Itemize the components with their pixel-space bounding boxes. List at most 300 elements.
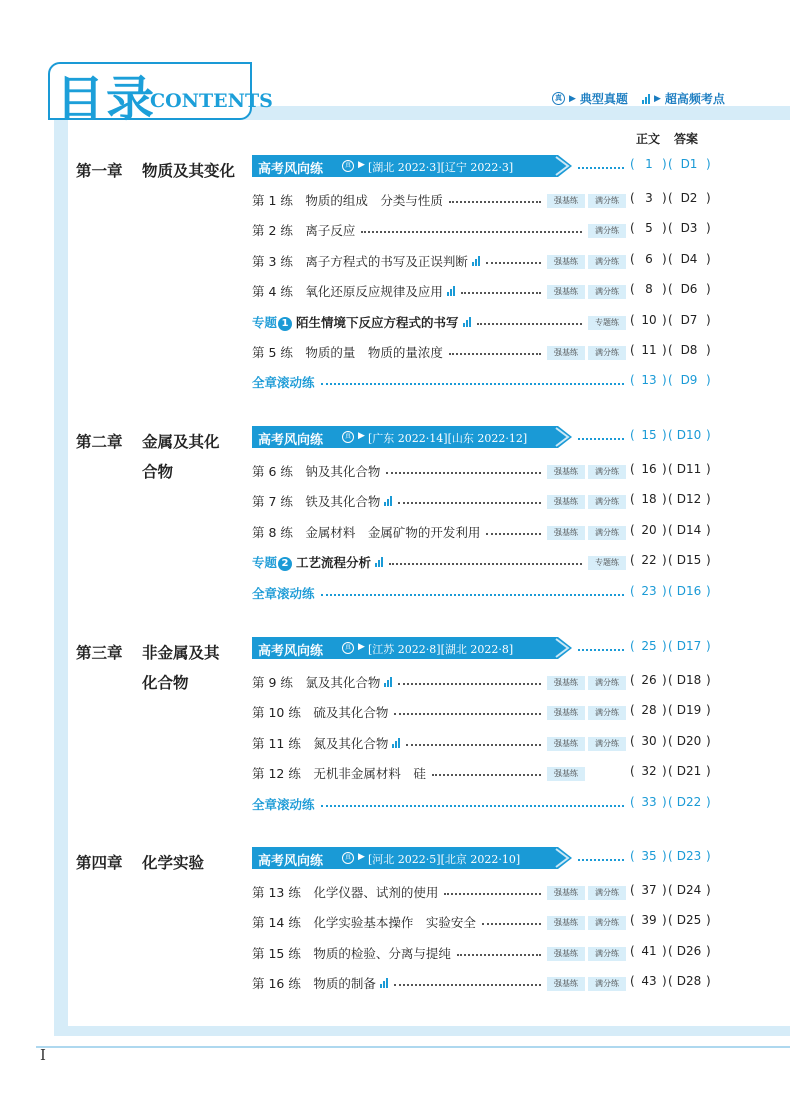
tag-basic: 强基练 <box>547 767 585 781</box>
paren: ) <box>662 764 667 779</box>
special-topic-row[interactable] <box>252 551 712 571</box>
paren: ( <box>668 583 673 598</box>
bar-chart-icon <box>642 94 650 104</box>
bar-chart-icon <box>392 738 400 748</box>
chapter-title-line1: 物质及其变化 <box>142 161 236 180</box>
answer-page-ref: D11 <box>676 462 702 476</box>
band-label: 高考风向练 <box>258 854 324 869</box>
exercise-title: 第 13 练 化学仪器、试剂的使用 <box>252 885 439 900</box>
entry-title <box>252 191 443 209</box>
rolling-title: 全章滚动练 <box>252 375 315 391</box>
triangle-icon: ▶ <box>358 160 365 170</box>
exercise-row[interactable] <box>252 671 712 691</box>
bar-chart-icon <box>463 317 471 327</box>
chapter-number: 第一章 <box>76 161 123 180</box>
entry-title <box>252 252 480 270</box>
answer-page-ref: D4 <box>680 251 698 266</box>
paren: ) <box>706 312 711 327</box>
paren: ( <box>668 673 673 687</box>
exercise-title: 第 12 练 无机非金属材料 硅 <box>252 766 426 782</box>
paren: ) <box>706 251 711 266</box>
special-number-badge: 2 <box>278 557 292 571</box>
exercise-row[interactable] <box>252 881 712 901</box>
chapter-title <box>76 430 220 452</box>
exam-trend-row[interactable] <box>252 426 712 446</box>
triangle-icon: ▶ <box>358 852 365 862</box>
chapter-number: 第四章 <box>76 853 123 872</box>
paren: ) <box>706 428 711 442</box>
paren: ( <box>630 673 635 687</box>
answer-page-ref: D24 <box>676 883 702 897</box>
entry-title <box>252 974 388 992</box>
legend-label-typical: 典型真题 <box>579 92 628 106</box>
chapter-title <box>76 159 235 181</box>
tag-full: 满分练 <box>588 947 626 961</box>
paren: ) <box>706 639 711 653</box>
tag-full: 满分练 <box>588 886 626 900</box>
tag-basic: 强基练 <box>547 706 585 720</box>
paren: ) <box>662 794 667 809</box>
exercise-row[interactable] <box>252 250 712 270</box>
dot-leader <box>578 637 624 651</box>
page-number-ref: 28 <box>641 703 657 718</box>
exercise-row[interactable] <box>252 942 712 962</box>
column-header-text: 正文 <box>636 132 661 146</box>
circle-badge-icon: 真 <box>342 160 354 172</box>
paren: ) <box>706 794 711 809</box>
entry-title <box>252 795 315 813</box>
paren: ( <box>668 282 673 297</box>
answer-page-ref: D17 <box>676 639 702 653</box>
exercise-title: 第 7 练 铁及其化合物 <box>252 494 381 510</box>
tag-full: 满分练 <box>588 977 626 991</box>
special-prefix: 专题 <box>252 555 278 571</box>
dot-leader <box>406 732 541 746</box>
entry-title <box>252 584 315 602</box>
dot-leader <box>398 671 541 685</box>
paren: ( <box>630 974 635 989</box>
tag-full: 满分练 <box>588 495 626 509</box>
paren: ) <box>706 221 711 236</box>
exercise-title: 第 15 练 物质的检验、分离与提纯 <box>252 945 451 961</box>
page-title: 目录 <box>56 71 157 127</box>
tag-full: 满分练 <box>588 285 626 299</box>
paren: ) <box>662 522 667 537</box>
chapter-title <box>76 641 220 663</box>
paren: ) <box>706 157 711 171</box>
triangle-icon: ▶ <box>569 93 576 104</box>
left-frame-band <box>54 106 68 1036</box>
paren: ( <box>668 428 673 442</box>
bar-chart-icon <box>447 286 455 296</box>
paren: ( <box>668 343 673 357</box>
paren: ) <box>662 251 667 266</box>
paren: ) <box>662 343 667 357</box>
exam-trend-row[interactable] <box>252 847 712 867</box>
answer-page-ref: D28 <box>676 974 702 989</box>
special-title: 陌生情境下反应方程式的书写 <box>296 314 459 330</box>
paren: ) <box>706 673 711 687</box>
bar-chart-icon <box>472 256 480 266</box>
paren: ) <box>662 943 667 958</box>
exercise-title: 第 11 练 氮及其化合物 <box>252 735 389 751</box>
answer-page-ref: D1 <box>680 157 698 171</box>
paren: ( <box>668 703 673 718</box>
paren: ( <box>668 191 673 205</box>
page-number-ref: 22 <box>641 553 657 568</box>
rolling-practice-row[interactable] <box>252 582 712 602</box>
page-number-ref: 30 <box>641 733 657 748</box>
paren: ) <box>662 733 667 748</box>
dot-leader <box>394 972 541 986</box>
exercise-row[interactable] <box>252 701 712 721</box>
band-sources: [河北 2022·5][北京 2022·10] <box>368 853 521 866</box>
page-number-ref: 32 <box>641 764 657 779</box>
band-sources: [江苏 2022·8][湖北 2022·8] <box>368 643 514 656</box>
tag-full: 满分练 <box>588 255 626 269</box>
tag-full: 满分练 <box>588 346 626 360</box>
dot-leader <box>477 311 582 325</box>
paren: ( <box>668 794 673 809</box>
paren: ( <box>630 703 635 718</box>
paren: ( <box>630 794 635 809</box>
legend <box>552 90 725 107</box>
chapter-title-line2: 化合物 <box>142 673 189 692</box>
paren: ( <box>668 943 673 958</box>
chapter-title-line2: 合物 <box>142 462 174 481</box>
paren: ( <box>630 221 635 236</box>
paren: ( <box>668 913 673 928</box>
entry-title <box>252 553 383 571</box>
paren: ( <box>668 251 673 266</box>
band-label: 高考风向练 <box>258 433 324 448</box>
dot-leader <box>444 881 541 895</box>
exam-trend-band <box>252 637 572 659</box>
page-number-ref: 18 <box>641 492 657 507</box>
paren: ( <box>630 157 635 171</box>
paren: ( <box>668 974 673 989</box>
paren: ) <box>706 764 711 779</box>
rolling-title: 全章滚动练 <box>252 585 315 601</box>
exam-trend-row[interactable] <box>252 155 712 175</box>
paren: ) <box>706 492 711 507</box>
paren: ( <box>668 373 673 388</box>
page-number-ref: 39 <box>641 913 657 928</box>
paren: ( <box>668 522 673 537</box>
entry-title <box>252 673 392 691</box>
answer-page-ref: D21 <box>676 764 702 779</box>
page-number-ref: 1 <box>645 157 653 171</box>
page-number-ref: 13 <box>641 373 657 388</box>
paren: ) <box>662 974 667 989</box>
triangle-icon: ▶ <box>358 431 365 441</box>
dot-leader <box>449 341 541 355</box>
dot-leader <box>482 911 541 925</box>
exam-trend-band <box>252 847 572 869</box>
dot-leader <box>389 551 582 565</box>
paren: ) <box>662 282 667 297</box>
paren: ) <box>662 373 667 388</box>
dot-leader <box>398 490 541 504</box>
paren: ) <box>706 462 711 476</box>
rolling-title: 全章滚动练 <box>252 796 315 812</box>
tag-full: 满分练 <box>588 676 626 690</box>
dot-leader <box>486 250 541 264</box>
page-number-ref: 33 <box>641 794 657 809</box>
page-number-ref: 11 <box>641 343 657 357</box>
paren: ( <box>630 343 635 357</box>
paren: ( <box>630 522 635 537</box>
paren: ) <box>662 583 667 598</box>
exercise-title: 第 2 练 离子反应 <box>252 223 356 239</box>
tag-special: 专题练 <box>588 556 626 570</box>
tag-basic: 强基练 <box>547 526 585 540</box>
answer-page-ref: D9 <box>680 373 698 388</box>
answer-page-ref: D19 <box>676 703 702 718</box>
answer-page-ref: D6 <box>680 282 698 297</box>
entry-title <box>252 492 392 510</box>
entry-title <box>252 373 315 391</box>
paren: ) <box>706 733 711 748</box>
dot-leader <box>321 582 624 596</box>
answer-page-ref: D3 <box>680 221 698 236</box>
tag-basic: 强基练 <box>547 285 585 299</box>
chapter-title-line1: 金属及其化 <box>142 432 220 451</box>
bar-chart-icon <box>380 978 388 988</box>
chapter-title-line1: 非金属及其 <box>142 643 220 662</box>
bottom-frame-band <box>68 1026 790 1036</box>
paren: ) <box>662 673 667 687</box>
paren: ( <box>668 733 673 748</box>
answer-page-ref: D25 <box>676 913 702 928</box>
paren: ( <box>668 157 673 171</box>
page-number-ref: 37 <box>641 883 657 897</box>
exercise-row[interactable] <box>252 280 712 300</box>
tag-basic: 强基练 <box>547 947 585 961</box>
legend-label-frequent: 超高频考点 <box>664 92 725 106</box>
exercise-row[interactable] <box>252 911 712 931</box>
paren: ( <box>668 462 673 476</box>
tag-basic: 强基练 <box>547 916 585 930</box>
answer-page-ref: D2 <box>680 191 698 205</box>
paren: ( <box>668 883 673 897</box>
dot-leader <box>461 280 541 294</box>
dot-leader <box>394 701 541 715</box>
tag-full: 满分练 <box>588 526 626 540</box>
dot-leader <box>578 155 624 169</box>
chapter-title <box>76 851 204 873</box>
band-sources: [广东 2022·14][山东 2022·12] <box>368 432 528 445</box>
tag-basic: 强基练 <box>547 194 585 208</box>
exercise-title: 第 10 练 硫及其化合物 <box>252 705 389 721</box>
paren: ) <box>662 553 667 568</box>
tag-full: 满分练 <box>588 224 626 238</box>
special-topic-row[interactable] <box>252 311 712 331</box>
exercise-title: 第 5 练 物质的量 物质的量浓度 <box>252 345 443 360</box>
paren: ( <box>668 492 673 507</box>
band-sources: [湖北 2022·3][辽宁 2022·3] <box>368 161 514 174</box>
tag-basic: 强基练 <box>547 465 585 479</box>
tag-full: 满分练 <box>588 706 626 720</box>
dot-leader <box>486 521 541 535</box>
tag-basic: 强基练 <box>547 676 585 690</box>
bar-chart-icon <box>384 496 392 506</box>
page-number-ref: 6 <box>645 251 653 266</box>
paren: ( <box>630 492 635 507</box>
chapter-title-line1: 化学实验 <box>142 853 205 872</box>
paren: ) <box>662 703 667 718</box>
page-number-ref: 20 <box>641 522 657 537</box>
rolling-practice-row[interactable] <box>252 371 712 391</box>
chapter-number: 第三章 <box>76 643 123 662</box>
tag-basic: 强基练 <box>547 886 585 900</box>
entry-title <box>252 944 451 962</box>
circle-badge-icon: 真 <box>342 642 354 654</box>
exercise-title: 第 1 练 物质的组成 分类与性质 <box>252 193 443 208</box>
answer-page-ref: D15 <box>676 553 702 568</box>
paren: ) <box>706 522 711 537</box>
page-number-ref: 25 <box>641 639 657 653</box>
entry-title <box>252 883 438 901</box>
exam-trend-band <box>252 426 572 448</box>
entry-title <box>252 703 388 721</box>
chapter-number: 第二章 <box>76 432 123 451</box>
answer-page-ref: D7 <box>680 312 698 327</box>
paren: ( <box>630 553 635 568</box>
paren: ( <box>630 251 635 266</box>
paren: ) <box>706 974 711 989</box>
entry-title <box>252 734 400 752</box>
paren: ( <box>630 373 635 388</box>
answer-page-ref: D10 <box>676 428 702 442</box>
page-number-ref: 43 <box>641 974 657 989</box>
band-label: 高考风向练 <box>258 162 324 177</box>
special-title: 工艺流程分析 <box>296 555 372 571</box>
paren: ) <box>706 943 711 958</box>
paren: ) <box>662 849 667 863</box>
answer-page-ref: D12 <box>676 492 702 507</box>
answer-page-ref: D20 <box>676 733 702 748</box>
page-number-ref: 23 <box>641 583 657 598</box>
dot-leader <box>321 371 624 385</box>
exercise-title: 第 16 练 物质的制备 <box>252 976 376 992</box>
paren: ( <box>630 428 635 442</box>
paren: ) <box>706 191 711 205</box>
tag-full: 满分练 <box>588 737 626 751</box>
page-number-ref: 16 <box>641 462 657 476</box>
paren: ) <box>706 883 711 897</box>
paren: ) <box>706 282 711 297</box>
band-label: 高考风向练 <box>258 644 324 659</box>
exercise-row[interactable] <box>252 490 712 510</box>
triangle-icon: ▶ <box>358 642 365 652</box>
page-number-ref: 10 <box>641 312 657 327</box>
paren: ( <box>630 282 635 297</box>
paren: ( <box>630 639 635 653</box>
entry-title <box>252 343 443 361</box>
paren: ) <box>706 913 711 928</box>
exercise-row[interactable] <box>252 189 712 209</box>
answer-page-ref: D22 <box>676 794 702 809</box>
answer-page-ref: D18 <box>676 673 702 687</box>
paren: ) <box>706 703 711 718</box>
paren: ) <box>662 157 667 171</box>
tag-basic: 强基练 <box>547 346 585 360</box>
page-number-ref: 26 <box>641 673 657 687</box>
rolling-practice-row[interactable] <box>252 793 712 813</box>
paren: ( <box>630 191 635 205</box>
paren: ( <box>630 943 635 958</box>
circle-badge-icon: 真 <box>342 852 354 864</box>
tag-full: 满分练 <box>588 465 626 479</box>
exercise-row[interactable] <box>252 341 712 361</box>
entry-title <box>252 523 480 541</box>
paren: ) <box>662 883 667 897</box>
paren: ( <box>630 312 635 327</box>
tag-full: 满分练 <box>588 194 626 208</box>
exercise-row[interactable] <box>252 460 712 480</box>
paren: ) <box>662 492 667 507</box>
paren: ( <box>630 733 635 748</box>
page-number: I <box>40 1046 46 1064</box>
paren: ( <box>668 221 673 236</box>
tag-basic: 强基练 <box>547 977 585 991</box>
paren: ( <box>630 849 635 863</box>
exercise-title: 第 8 练 金属材料 金属矿物的开发利用 <box>252 524 481 540</box>
column-header-answer: 答案 <box>674 132 699 146</box>
exam-trend-row[interactable] <box>252 637 712 657</box>
exercise-row[interactable] <box>252 732 712 752</box>
tag-basic: 强基练 <box>547 255 585 269</box>
entry-title <box>252 221 355 239</box>
paren: ) <box>662 312 667 327</box>
paren: ) <box>662 639 667 653</box>
answer-page-ref: D16 <box>676 583 702 598</box>
exercise-row[interactable] <box>252 762 712 782</box>
paren: ) <box>706 343 711 357</box>
entry-title <box>252 282 455 300</box>
dot-leader <box>321 793 624 807</box>
entry-title <box>252 313 471 331</box>
exercise-row[interactable] <box>252 972 712 992</box>
tag-special: 专题练 <box>588 316 626 330</box>
dot-leader <box>432 762 541 776</box>
entry-title <box>252 764 426 782</box>
answer-page-ref: D23 <box>676 849 702 863</box>
dot-leader <box>449 189 541 203</box>
paren: ) <box>662 462 667 476</box>
exercise-title: 第 4 练 氧化还原反应规律及应用 <box>252 284 443 300</box>
exercise-title: 第 3 练 离子方程式的书写及正误判断 <box>252 253 468 269</box>
dot-leader <box>578 426 624 440</box>
paren: ) <box>662 221 667 236</box>
exercise-row[interactable] <box>252 219 712 239</box>
exercise-row[interactable] <box>252 521 712 541</box>
page-number-ref: 3 <box>645 191 653 205</box>
paren: ) <box>662 913 667 928</box>
page-number-ref: 41 <box>641 943 657 958</box>
page-number-ref: 15 <box>641 428 657 442</box>
paren: ( <box>630 462 635 476</box>
paren: ( <box>668 312 673 327</box>
tag-full: 满分练 <box>588 916 626 930</box>
paren: ) <box>706 553 711 568</box>
page-number-ref: 35 <box>641 849 657 863</box>
paren: ( <box>630 583 635 598</box>
circle-badge-icon: 真 <box>342 431 354 443</box>
special-prefix: 专题 <box>252 314 278 330</box>
paren: ( <box>668 553 673 568</box>
